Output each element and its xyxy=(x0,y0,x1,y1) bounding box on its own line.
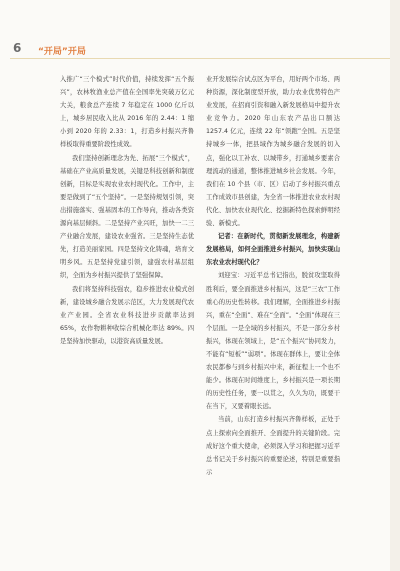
interview-question: 记者：在新时代，贯彻新发展理念，构建新发展格局，如何全面推进乡村振兴，加快实现山东农业农村现代化？ xyxy=(206,233,340,267)
interview-answer: 刘迎宝：习近平总书记指出，脱贫攻坚取得胜利后，要全面推进乡村振兴，这是“三农”工作重心的历史性转移。我们理解，全面推进乡村振兴，重在“全面”、难在“全面”。“全面”体现在三个层面。一是全域的乡村振兴，不是一部分乡村振兴，体现在领域上，是“五个振兴”协同发力，不能有“短板”“弱项”。体现在群体上，要让全体农民都参与到乡村振兴中来，新征程上一个也不能少。体现在时间维度上，乡村振兴是一项长期的历史性任务，要一以贯之，久久为功，既要干在当下，又要着眼长远。 xyxy=(206,272,340,411)
header-divider xyxy=(10,58,390,59)
left-column xyxy=(60,73,194,348)
page-header xyxy=(0,0,400,60)
left-paragraph-2: 我们坚持创新理念为先、拓展“三个模式”，基础在产业高质量发展，关键是科技创新和制度创新，目标是实现农业农村现代化。工作中，主要是做到了“五个坚持”。一是坚持规划引领，突出措施落实、强基固本的工作导向，推动各类资源向基层倾斜。二是坚持产业兴旺，加快一二三产业融合发展，建设农业强省。三是坚持生态优先，打造美丽家园。四是坚持文化铸魂，培育文明乡风。五是坚持党建引领，建强农村基层组织，全面为乡村振兴提供了坚强保障。 xyxy=(60,154,194,280)
right-column xyxy=(206,73,340,479)
page-edge-shadow xyxy=(390,0,400,571)
page-number: 6 xyxy=(13,41,22,55)
right-paragraph-4: 当前，山东打造乡村振兴齐鲁样板，正处于点上探索向全面推开、全面提升的关键阶段。完成好这个重大使命，必须深入学习和把握习近平总书记关于乡村振兴的重要论述，特别是重要指示 xyxy=(206,416,340,476)
right-paragraph-1: 业开发展综合试点区为平台，用好两个市场、两种资源，深化制度型开放，助力农业优势特色产业发展，在招商引资和融入新发展格局中提升农业竞争力。2020 年山东农产品出口额达 1257.4 亿元，连续 22 年“领跑”全国。五是坚持城乡一体，把县域作为城乡融合发展的切入点，强化以工补农、以城带乡，打通城乡要素合理流动的通道，整体推进城乡社会发展。今年，我们在 10 个县（市、区）启动了乡村振兴重点工作成效市县创建，为全省一体推进农业农村现代化、加快农业现代化、挖掘新特色探索鲜明经验、新模式。 xyxy=(206,76,340,228)
section-logo: “开局”开局 xyxy=(38,47,86,57)
left-paragraph-3: 我们将坚持科技强农，稳步推进农业模式创新，建设城乡融合发展示范区，大力发展现代农业产业园。全省农业科技进步贡献率达到 65%，农作物耕种收综合机械化率达 89%。四是坚持加快驱动，以港资高质量发展。 xyxy=(60,285,194,345)
left-paragraph-1: 入推广“三个模式”时代价值，持续发挥“五个振兴”，农林牧渔业总产值在全国率先突破万亿元大关，粮食总产连续 7 年稳定在 1000 亿斤以上，城乡居民收入比从 2016 年的 2.44：1 缩小到 2020 年的 2.33：1，打造乡村振兴齐鲁样板取得重要阶段性成效。 xyxy=(60,76,194,149)
